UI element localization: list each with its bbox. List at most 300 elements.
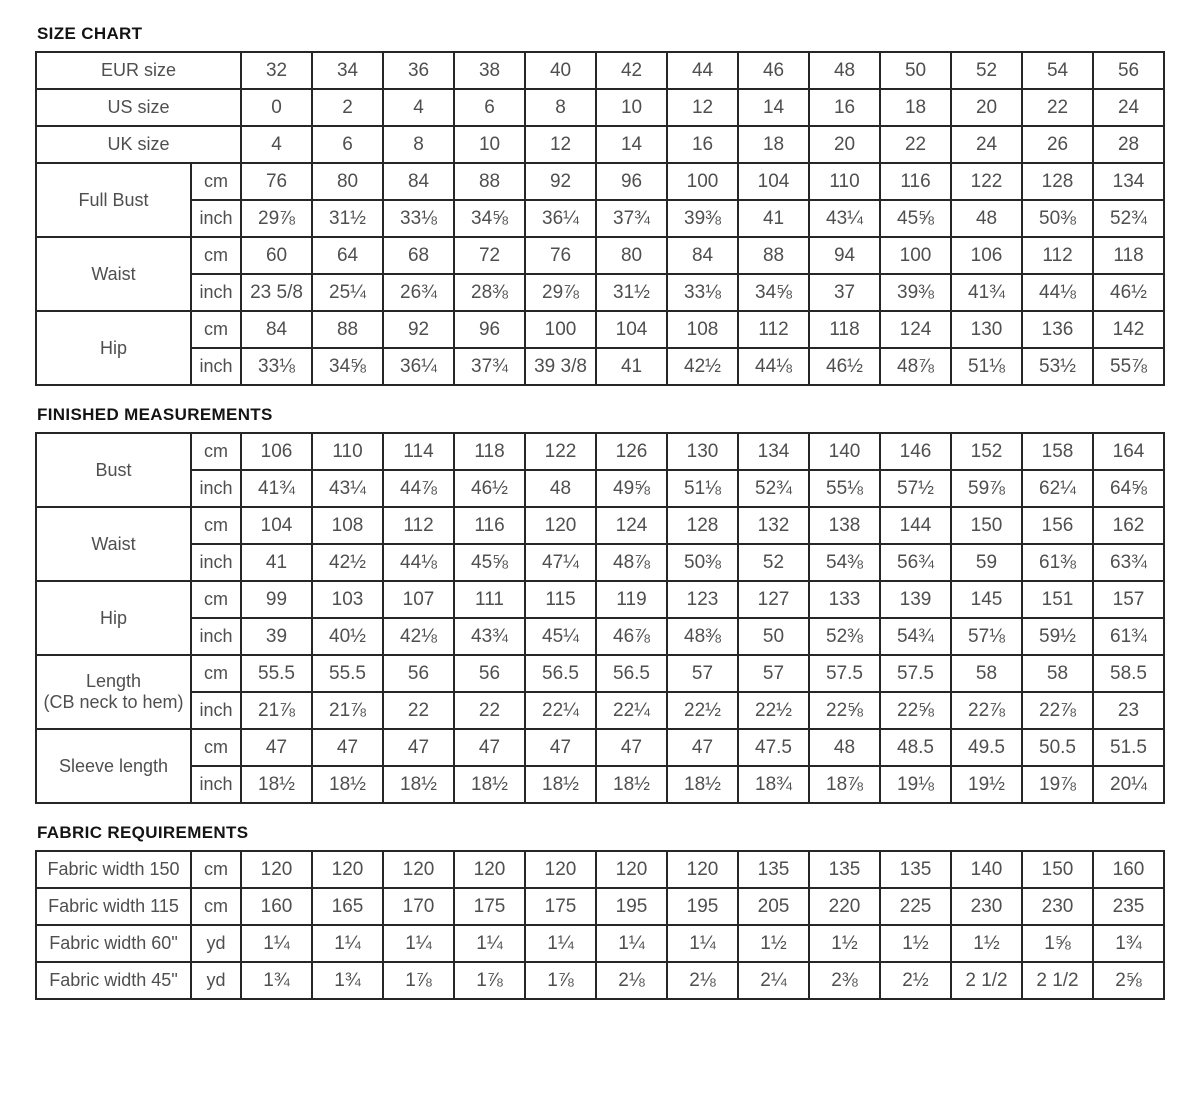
value-cell: 22 [454,692,525,729]
value-cell: 52¾ [738,470,809,507]
value-cell: 1¾ [241,962,312,999]
value-cell: 22¼ [525,692,596,729]
value-cell: 33⅛ [383,200,454,237]
value-cell: 39 [241,618,312,655]
value-cell: 120 [241,851,312,888]
value-cell: 24 [951,126,1022,163]
value-cell: 36¼ [383,348,454,385]
value-cell: 84 [667,237,738,274]
value-cell: 118 [809,311,880,348]
unit-cell: inch [191,766,241,803]
value-cell: 115 [525,581,596,618]
value-cell: 25¼ [312,274,383,311]
value-cell: 140 [951,851,1022,888]
row-label: Length (CB neck to hem) [36,655,191,729]
value-cell: 2 1/2 [951,962,1022,999]
value-cell: 235 [1093,888,1164,925]
value-cell: 112 [1022,237,1093,274]
value-cell: 6 [454,89,525,126]
value-cell: 48.5 [880,729,951,766]
unit-cell: inch [191,348,241,385]
unit-cell: yd [191,925,241,962]
value-cell: 1¼ [454,925,525,962]
value-cell: 43¾ [454,618,525,655]
value-cell: 1⅝ [1022,925,1093,962]
value-cell: 104 [596,311,667,348]
value-cell: 128 [667,507,738,544]
row-label: Waist [36,507,191,581]
value-cell: 118 [1093,237,1164,274]
value-cell: 156 [1022,507,1093,544]
value-cell: 55⅞ [1093,348,1164,385]
value-cell: 104 [738,163,809,200]
row-label: Fabric width 45" [36,962,191,999]
value-cell: 52⅜ [809,618,880,655]
value-cell: 99 [241,581,312,618]
value-cell: 1¼ [596,925,667,962]
value-cell: 29⅞ [525,274,596,311]
value-cell: 124 [596,507,667,544]
value-cell: 62¼ [1022,470,1093,507]
value-cell: 20 [809,126,880,163]
value-cell: 54¾ [880,618,951,655]
value-cell: 58.5 [1093,655,1164,692]
value-cell: 116 [880,163,951,200]
value-cell: 56.5 [525,655,596,692]
value-cell: 2¼ [738,962,809,999]
table-row [36,52,1164,89]
row-label: Fabric width 150 [36,851,191,888]
value-cell: 135 [809,851,880,888]
value-cell: 40 [525,52,596,89]
value-cell: 31½ [596,274,667,311]
value-cell: 110 [312,433,383,470]
value-cell: 22 [1022,89,1093,126]
value-cell: 34⅝ [312,348,383,385]
value-cell: 37¾ [454,348,525,385]
row-label: EUR size [36,52,241,89]
value-cell: 0 [241,89,312,126]
value-cell: 34⅝ [454,200,525,237]
value-cell: 51.5 [1093,729,1164,766]
value-cell: 1⅞ [525,962,596,999]
value-cell: 50 [738,618,809,655]
value-cell: 44⅛ [738,348,809,385]
unit-cell: inch [191,544,241,581]
value-cell: 140 [809,433,880,470]
value-cell: 57 [738,655,809,692]
value-cell: 18½ [383,766,454,803]
value-cell: 46½ [454,470,525,507]
value-cell: 14 [596,126,667,163]
value-cell: 46½ [1093,274,1164,311]
value-cell: 230 [1022,888,1093,925]
value-cell: 22⅝ [809,692,880,729]
value-cell: 50.5 [1022,729,1093,766]
value-cell: 39⅜ [880,274,951,311]
value-cell: 108 [312,507,383,544]
value-cell: 110 [809,163,880,200]
value-cell: 47¼ [525,544,596,581]
value-cell: 59 [951,544,1022,581]
value-cell: 18 [880,89,951,126]
value-cell: 36 [383,52,454,89]
value-cell: 18½ [312,766,383,803]
table-row [36,311,1164,348]
value-cell: 48 [809,52,880,89]
value-cell: 138 [809,507,880,544]
row-label: Waist [36,237,191,311]
value-cell: 134 [738,433,809,470]
value-cell: 45⅝ [880,200,951,237]
value-cell: 1½ [809,925,880,962]
unit-cell: cm [191,888,241,925]
value-cell: 100 [667,163,738,200]
table-row [36,274,1164,311]
unit-cell: cm [191,851,241,888]
table-row [36,618,1164,655]
value-cell: 2⅝ [1093,962,1164,999]
value-cell: 88 [312,311,383,348]
value-cell: 24 [1093,89,1164,126]
value-cell: 39 3/8 [525,348,596,385]
value-cell: 26¾ [383,274,454,311]
value-cell: 1¼ [525,925,596,962]
value-cell: 55.5 [241,655,312,692]
value-cell: 37¾ [596,200,667,237]
table-row [36,470,1164,507]
value-cell: 1½ [738,925,809,962]
value-cell: 120 [312,851,383,888]
value-cell: 164 [1093,433,1164,470]
value-cell: 230 [951,888,1022,925]
value-cell: 57.5 [880,655,951,692]
value-cell: 120 [667,851,738,888]
value-cell: 59⅞ [951,470,1022,507]
unit-cell: cm [191,729,241,766]
value-cell: 22½ [667,692,738,729]
value-cell: 195 [667,888,738,925]
table-row [36,237,1164,274]
value-cell: 175 [525,888,596,925]
value-cell: 56¾ [880,544,951,581]
row-label: Bust [36,433,191,507]
value-cell: 10 [454,126,525,163]
value-cell: 38 [454,52,525,89]
unit-cell: cm [191,507,241,544]
value-cell: 112 [383,507,454,544]
value-cell: 2⅛ [596,962,667,999]
value-cell: 108 [667,311,738,348]
value-cell: 41 [241,544,312,581]
value-cell: 114 [383,433,454,470]
table-row [36,126,1164,163]
row-label: Full Bust [36,163,191,237]
value-cell: 84 [383,163,454,200]
value-cell: 23 [1093,692,1164,729]
table-row [36,581,1164,618]
value-cell: 41¾ [241,470,312,507]
table-row [36,89,1164,126]
table-row [36,925,1164,962]
value-cell: 76 [241,163,312,200]
value-cell: 111 [454,581,525,618]
table-row [36,888,1164,925]
value-cell: 96 [596,163,667,200]
value-cell: 61¾ [1093,618,1164,655]
value-cell: 39⅜ [667,200,738,237]
value-cell: 123 [667,581,738,618]
value-cell: 1¼ [241,925,312,962]
unit-cell: inch [191,200,241,237]
table-row [36,200,1164,237]
value-cell: 134 [1093,163,1164,200]
value-cell: 47 [454,729,525,766]
value-cell: 120 [454,851,525,888]
value-cell: 120 [525,507,596,544]
table-row [36,544,1164,581]
value-cell: 72 [454,237,525,274]
value-cell: 54⅜ [809,544,880,581]
value-cell: 33⅛ [667,274,738,311]
value-cell: 18½ [596,766,667,803]
value-cell: 63¾ [1093,544,1164,581]
fabric-requirements-section [35,823,1165,1000]
value-cell: 162 [1093,507,1164,544]
value-cell: 158 [1022,433,1093,470]
value-cell: 46⅞ [596,618,667,655]
value-cell: 64 [312,237,383,274]
value-cell: 16 [667,126,738,163]
value-cell: 52 [951,52,1022,89]
value-cell: 48 [809,729,880,766]
value-cell: 12 [525,126,596,163]
value-cell: 132 [738,507,809,544]
value-cell: 120 [383,851,454,888]
value-cell: 47 [383,729,454,766]
value-cell: 48⅞ [596,544,667,581]
value-cell: 57 [667,655,738,692]
value-cell: 175 [454,888,525,925]
value-cell: 47 [241,729,312,766]
table-row [36,348,1164,385]
value-cell: 51⅛ [667,470,738,507]
value-cell: 4 [241,126,312,163]
value-cell: 31½ [312,200,383,237]
value-cell: 2⅛ [667,962,738,999]
value-cell: 1⅞ [454,962,525,999]
value-cell: 139 [880,581,951,618]
value-cell: 44⅛ [383,544,454,581]
value-cell: 20¼ [1093,766,1164,803]
unit-cell: cm [191,655,241,692]
value-cell: 1¼ [667,925,738,962]
value-cell: 61⅜ [1022,544,1093,581]
value-cell: 42½ [667,348,738,385]
value-cell: 1⅞ [383,962,454,999]
value-cell: 46 [738,52,809,89]
value-cell: 18½ [454,766,525,803]
value-cell: 68 [383,237,454,274]
table-row [36,163,1164,200]
value-cell: 52 [738,544,809,581]
value-cell: 2 1/2 [1022,962,1093,999]
value-cell: 76 [525,237,596,274]
value-cell: 22⅞ [1022,692,1093,729]
table-row [36,729,1164,766]
value-cell: 19⅞ [1022,766,1093,803]
row-label: US size [36,89,241,126]
value-cell: 1½ [880,925,951,962]
value-cell: 51⅛ [951,348,1022,385]
value-cell: 44⅞ [383,470,454,507]
value-cell: 4 [383,89,454,126]
value-cell: 32 [241,52,312,89]
value-cell: 49⅝ [596,470,667,507]
value-cell: 22 [383,692,454,729]
value-cell: 88 [738,237,809,274]
value-cell: 57½ [880,470,951,507]
value-cell: 220 [809,888,880,925]
value-cell: 48⅞ [880,348,951,385]
value-cell: 36¼ [525,200,596,237]
value-cell: 130 [951,311,1022,348]
value-cell: 58 [951,655,1022,692]
value-cell: 127 [738,581,809,618]
value-cell: 34⅝ [738,274,809,311]
value-cell: 92 [525,163,596,200]
value-cell: 100 [525,311,596,348]
value-cell: 28⅜ [454,274,525,311]
value-cell: 2⅜ [809,962,880,999]
row-label: Fabric width 115 [36,888,191,925]
value-cell: 40½ [312,618,383,655]
value-cell: 195 [596,888,667,925]
value-cell: 1¼ [312,925,383,962]
value-cell: 50⅜ [667,544,738,581]
value-cell: 54 [1022,52,1093,89]
value-cell: 41 [596,348,667,385]
unit-cell: inch [191,692,241,729]
table-row [36,962,1164,999]
fabric-requirements-title: FABRIC REQUIREMENTS [37,823,249,842]
unit-cell: cm [191,311,241,348]
value-cell: 22¼ [596,692,667,729]
value-cell: 50 [880,52,951,89]
unit-cell: cm [191,163,241,200]
row-label: Hip [36,311,191,385]
value-cell: 135 [880,851,951,888]
unit-cell: inch [191,470,241,507]
value-cell: 47 [667,729,738,766]
value-cell: 12 [667,89,738,126]
value-cell: 48⅜ [667,618,738,655]
value-cell: 57⅛ [951,618,1022,655]
value-cell: 146 [880,433,951,470]
size-chart-title: SIZE CHART [37,24,143,43]
value-cell: 145 [951,581,1022,618]
value-cell: 157 [1093,581,1164,618]
value-cell: 18½ [525,766,596,803]
value-cell: 165 [312,888,383,925]
value-cell: 19⅛ [880,766,951,803]
value-cell: 2 [312,89,383,126]
unit-cell: cm [191,581,241,618]
value-cell: 1¾ [1093,925,1164,962]
value-cell: 48 [951,200,1022,237]
value-cell: 84 [241,311,312,348]
value-cell: 18¾ [738,766,809,803]
value-cell: 47 [596,729,667,766]
value-cell: 80 [312,163,383,200]
row-label: Sleeve length [36,729,191,803]
value-cell: 144 [880,507,951,544]
finished-measurements-section [35,405,1165,804]
value-cell: 45¼ [525,618,596,655]
size-chart-table [35,51,1165,386]
unit-cell: cm [191,433,241,470]
finished-measurements-table [35,432,1165,804]
table-row [36,655,1164,692]
value-cell: 16 [809,89,880,126]
value-cell: 43¼ [312,470,383,507]
value-cell: 106 [951,237,1022,274]
value-cell: 8 [383,126,454,163]
value-cell: 133 [809,581,880,618]
value-cell: 100 [880,237,951,274]
value-cell: 122 [525,433,596,470]
value-cell: 92 [383,311,454,348]
value-cell: 136 [1022,311,1093,348]
value-cell: 22⅞ [951,692,1022,729]
value-cell: 160 [241,888,312,925]
value-cell: 52¾ [1093,200,1164,237]
value-cell: 28 [1093,126,1164,163]
value-cell: 18½ [241,766,312,803]
value-cell: 41 [738,200,809,237]
value-cell: 130 [667,433,738,470]
value-cell: 47.5 [738,729,809,766]
unit-cell: cm [191,237,241,274]
value-cell: 151 [1022,581,1093,618]
value-cell: 56 [1093,52,1164,89]
unit-cell: inch [191,618,241,655]
value-cell: 34 [312,52,383,89]
value-cell: 56 [383,655,454,692]
row-label: Hip [36,581,191,655]
value-cell: 94 [809,237,880,274]
value-cell: 56 [454,655,525,692]
value-cell: 18 [738,126,809,163]
value-cell: 29⅞ [241,200,312,237]
value-cell: 57.5 [809,655,880,692]
value-cell: 19½ [951,766,1022,803]
value-cell: 225 [880,888,951,925]
value-cell: 45⅝ [454,544,525,581]
value-cell: 60 [241,237,312,274]
value-cell: 37 [809,274,880,311]
fabric-requirements-table [35,850,1165,1000]
value-cell: 14 [738,89,809,126]
value-cell: 53½ [1022,348,1093,385]
value-cell: 1¾ [312,962,383,999]
value-cell: 64⅝ [1093,470,1164,507]
value-cell: 50⅜ [1022,200,1093,237]
value-cell: 116 [454,507,525,544]
value-cell: 152 [951,433,1022,470]
value-cell: 142 [1093,311,1164,348]
value-cell: 47 [525,729,596,766]
